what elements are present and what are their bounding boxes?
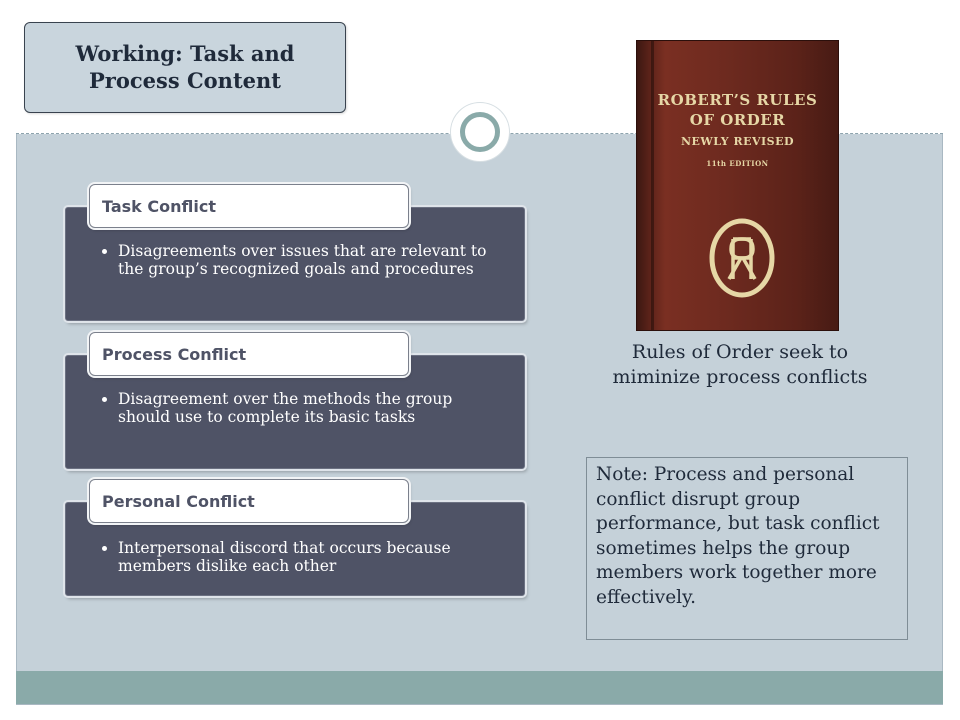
footer-band (16, 671, 943, 704)
ring-ornament-icon (451, 103, 509, 161)
book-caption: Rules of Order seek to miminize process conflicts (612, 341, 868, 388)
book-monogram-icon (707, 217, 777, 299)
task-conflict-label: Task Conflict (89, 184, 409, 228)
book-title-line2: OF ORDER (689, 111, 786, 129)
slide-title: Working: Task and Process Content (75, 41, 295, 93)
book-title-line3: NEWLY REVISED (680, 135, 795, 148)
book-cover-image (636, 40, 839, 331)
personal-conflict-description: • Interpersonal discord that occurs because members dislike each other (118, 539, 506, 576)
note-box: Note: Process and personal conflict disrupt group performance, but task conflict sometimes helps the group members work together more effectively. (586, 457, 908, 640)
process-conflict-description: • Disagreement over the methods the group should use to complete its basic tasks (118, 390, 506, 427)
process-conflict-label: Process Conflict (89, 332, 409, 376)
title-box (24, 22, 346, 113)
personal-conflict-label: Personal Conflict (89, 479, 409, 523)
task-conflict-description: • Disagreements over issues that are relevant to the group’s recognized goals and procedures (118, 242, 506, 279)
book-spine-shade (651, 41, 654, 330)
book-edition: 11th EDITION (706, 159, 769, 168)
book-title-line1: ROBERT’S RULES (657, 91, 818, 109)
